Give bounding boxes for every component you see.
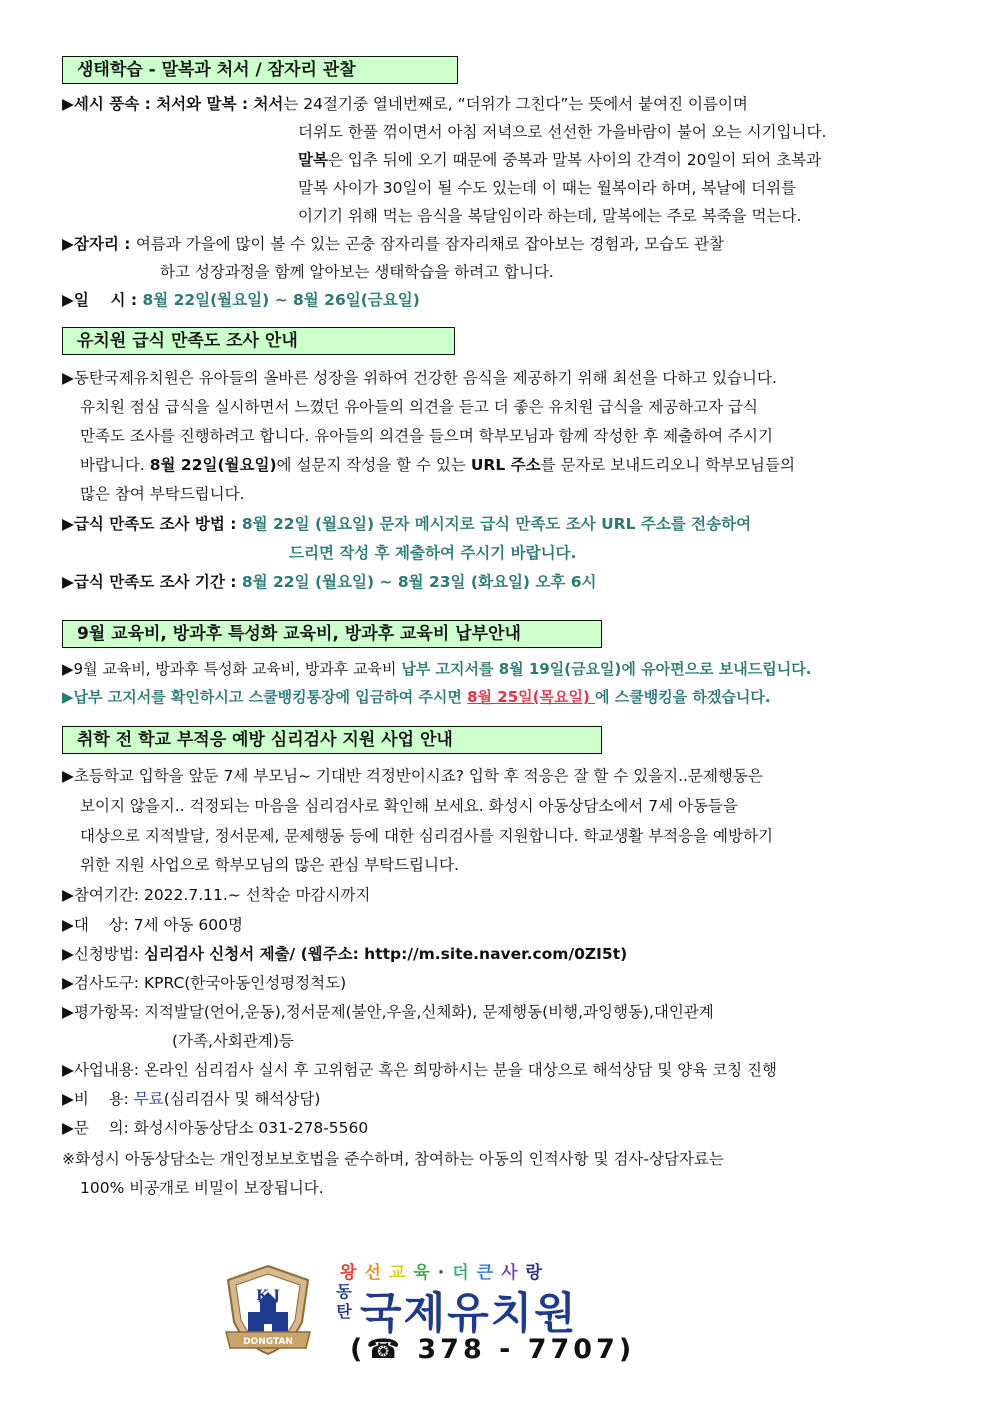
psych-apply-value: 심리검사 신청서 제출/ (웹주소: http://m.site.naver.com/0ZI5t) xyxy=(143,945,628,963)
psych-period: ▶참여기간: 2022.7.11.~ 선착순 마감시까지 xyxy=(62,886,371,904)
meal-method-line xyxy=(62,512,751,536)
section-title-eco: 생태학습 - 말복과 처서 / 잠자리 관찰 xyxy=(62,56,458,84)
psych-p1: ▶초등학교 입학을 앞둔 7세 부모님~ 기대반 걱정반이시죠? 입학 후 적응은 잘 할 수 있을지..문제행동은 xyxy=(62,767,763,785)
dragonfly-text-2: 하고 성장과정을 함께 알아보는 생태학습을 하려고 합니다. xyxy=(160,263,554,281)
slogan-char: 교 xyxy=(388,1263,414,1283)
dong-char: 동 xyxy=(336,1282,352,1301)
slogan-char: 육 xyxy=(413,1263,438,1283)
fee-line-2c: 에 스쿨뱅킹을 하겠습니다. xyxy=(595,688,771,706)
dragonfly-line-1 xyxy=(62,232,724,256)
psych-p2: 보이지 않을지.. 걱정되는 마음을 심리검사로 확인해 보세요. 화성시 아동상담소에서 7세 아동들을 xyxy=(80,797,738,815)
psych-p4: 위한 지원 사업으로 학부모님의 많은 관심 부탁드립니다. xyxy=(80,856,459,874)
malbok-line-1 xyxy=(298,148,821,172)
psych-contact: ▶문 의: 화성시아동상담소 031-278-5560 xyxy=(62,1119,369,1137)
psych-content: ▶사업내용: 온라인 심리검사 실시 후 고위험군 혹은 희망하시는 분을 대상으로 해석상담 및 양육 코칭 진행 xyxy=(62,1061,777,1079)
meal-p2: 유치원 점심 급식을 실시하면서 느꼈던 유아들의 의견을 듣고 더 좋은 유치원 급식을 제공하고자 급식 xyxy=(80,398,758,416)
slogan-char: · xyxy=(437,1263,453,1283)
tan-char: 탄 xyxy=(336,1302,352,1321)
fee-line-1a: ▶9월 교육비, 방과후 특성화 교육비, 방과후 교육비 xyxy=(62,660,402,678)
psych-apply-line xyxy=(62,942,627,966)
meal-p4-date: 8월 22일(월요일) xyxy=(149,456,277,474)
fee-due-date: 8월 25일(목요일) xyxy=(467,688,596,706)
meal-period-label: ▶급식 만족도 조사 기간 : xyxy=(62,573,242,591)
malbok-text-3: 이기기 위해 먹는 음식을 복달임이라 하는데, 말복에는 주로 복죽을 먹는다. xyxy=(298,207,802,225)
dragonfly-label: ▶잠자리 : xyxy=(62,235,136,253)
psych-cost-line xyxy=(62,1087,320,1111)
meal-method-text-1: 8월 22일 (월요일) 문자 메시지로 급식 만족도 조사 URL 주소를 전송하여 xyxy=(241,515,752,533)
meal-p4-url: URL 주소 xyxy=(470,456,541,474)
psych-note-2: 100% 비공개로 비밀이 보장됩니다. xyxy=(80,1179,324,1197)
cheoseo-text-1: 는 24절기중 열네번째로, “더위가 그친다”는 뜻에서 붙여진 이름이며 xyxy=(283,95,748,113)
slogan-char: 사 xyxy=(501,1263,526,1283)
dragonfly-text-1: 여름과 가을에 많이 볼 수 있는 곤충 잠자리를 잠자리채로 잡아보는 경험과, 모습도 관찰 xyxy=(135,235,724,253)
meal-period-line xyxy=(62,570,597,594)
crest-banner-text: DONGTAN xyxy=(243,1337,293,1347)
malbok-text-2: 말복 사이가 30일이 될 수도 있는데 이 때는 월복이라 하며, 복날에 더위를 xyxy=(298,179,797,197)
psych-cost-free: 무료 xyxy=(133,1090,164,1108)
psych-target: ▶대 상: 7세 아동 600명 xyxy=(62,916,243,934)
seasonal-label: ▶세시 풍속 : 처서와 말복 : xyxy=(62,95,254,113)
crest-letters: K J xyxy=(256,1288,280,1304)
phone-number: (☎ 378 - 7707) xyxy=(350,1334,636,1365)
kindergarten-crest-icon xyxy=(222,1262,314,1362)
psych-tool: ▶검사도구: KPRC(한국아동인성평정척도) xyxy=(62,974,347,992)
school-name: 국제유치원 xyxy=(360,1289,578,1339)
malbok-text-1: 은 입추 뒤에 오기 때문에 중복과 말복 사이의 간격이 20일이 되어 초복과 xyxy=(327,151,822,169)
meal-method-label: ▶급식 만족도 조사 방법 : xyxy=(62,515,242,533)
psych-items-1: ▶평가항목: 지적발달(언어,운동),정서문제(불안,우울,신체화), 문제행동(비행,과잉행동),대인관계 xyxy=(62,1003,714,1021)
slogan-char: 큰 xyxy=(476,1263,502,1283)
dongtan-vertical xyxy=(334,1282,354,1322)
section-title-meal: 유치원 급식 만족도 조사 안내 xyxy=(62,327,455,355)
slogan-char: 왕 xyxy=(340,1263,365,1283)
fee-line-1 xyxy=(62,657,811,681)
meal-p4a: 바랍니다. xyxy=(80,456,150,474)
fee-line-2a: ▶납부 고지서를 확인하시고 스쿨뱅킹통장에 입금하여 주시면 xyxy=(62,688,468,706)
cheoseo-term: 처서 xyxy=(253,95,284,113)
malbok-term: 말복 xyxy=(298,151,328,169)
fee-line-1b: 납부 고지서를 8월 19일(금요일)에 유아편으로 보내드립니다. xyxy=(401,660,812,678)
psych-p3: 대상으로 지적발달, 정서문제, 문제행동 등에 대한 심리검사를 지원합니다. 학교생활 부적응을 예방하기 xyxy=(80,827,773,845)
eco-date-label: ▶일 시 : xyxy=(62,291,143,309)
section-title-psych: 취학 전 학교 부적응 예방 심리검사 지원 사업 안내 xyxy=(62,726,602,754)
meal-p4 xyxy=(80,453,795,477)
psych-items-2: (가족,사회관계)등 xyxy=(172,1032,294,1050)
eco-date-line xyxy=(62,288,420,312)
psych-apply-label: ▶신청방법: xyxy=(62,945,144,963)
slogan-char: 선 xyxy=(364,1263,389,1283)
psych-cost-rest: (심리검사 및 해석상담) xyxy=(163,1090,321,1108)
fee-line-2 xyxy=(62,685,771,709)
meal-p1: ▶동탄국제유치원은 유아들의 올바른 성장을 위하여 건강한 음식을 제공하기 위해 최선을 다하고 있습니다. xyxy=(62,369,777,387)
seasonal-line-1 xyxy=(62,92,748,116)
meal-period-text: 8월 22일 (월요일) ~ 8월 23일 (화요일) 오후 6시 xyxy=(241,573,597,591)
meal-p5: 많은 참여 부탁드립니다. xyxy=(80,485,245,503)
meal-p3: 만족도 조사를 진행하려고 합니다. 유아들의 의견을 들으며 학부모님과 함께 작성한 후 제출하여 주시기 xyxy=(80,427,773,445)
section-title-fee: 9월 교육비, 방과후 특성화 교육비, 방과후 교육비 납부안내 xyxy=(62,620,602,648)
footer-logo-block xyxy=(222,1258,642,1368)
psych-cost-label: ▶비 용: xyxy=(62,1090,134,1108)
slogan-char: 랑 xyxy=(525,1263,550,1283)
meal-method-text-2: 드리면 작성 후 제출하여 주시기 바랍니다. xyxy=(289,544,577,562)
slogan-char: 더 xyxy=(452,1263,477,1283)
meal-p4e: 를 문자로 보내드리오니 학부모님들의 xyxy=(540,456,795,474)
eco-date-value: 8월 22일(월요일) ~ 8월 26일(금요일) xyxy=(142,291,420,309)
meal-p4c: 에 설문지 작성을 할 수 있는 xyxy=(276,456,471,474)
cheoseo-text-2: 더위도 한풀 꺾이면서 아침 저녁으로 선선한 가을바람이 불어 오는 시기입니다. xyxy=(298,123,827,141)
psych-note-1: ※화성시 아동상담소는 개인정보보호법을 준수하며, 참여하는 아동의 인적사항 및 검사-상담자료는 xyxy=(62,1150,724,1168)
